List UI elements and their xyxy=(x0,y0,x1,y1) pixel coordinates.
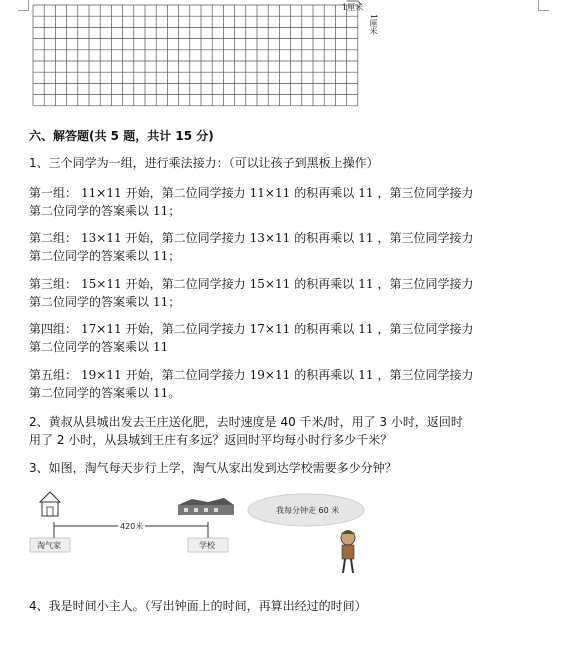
group-label: 第一组： xyxy=(29,186,78,200)
multiply-text: 的积再乘以 xyxy=(294,186,355,200)
group-label: 第三组： xyxy=(29,277,78,291)
answer-multiplier: 11。 xyxy=(153,386,181,400)
q1-group-line-2 xyxy=(29,386,180,400)
section-title: 六、解答题(共 5 题，共计 15 分) xyxy=(29,129,214,143)
multiply-text: 的积再乘以 xyxy=(294,231,355,245)
q2-line-1: 2、黄叔从县城出发去王庄送化肥，去时速度是 40 千米/时，用了 3 小时，返回时 xyxy=(29,415,463,429)
q1-group-line-1 xyxy=(29,186,474,200)
answer-relay-text: 第二位同学的答案乘以 xyxy=(29,204,150,218)
relay-tail: ，第三位同学接力 xyxy=(377,368,474,382)
product-expression: 17×11 xyxy=(249,322,291,336)
q1-group-line-2 xyxy=(29,295,180,309)
start-expression: 15×11 xyxy=(81,277,122,291)
relay-text: 开始，第二位同学接力 xyxy=(125,277,246,291)
multiply-text: 的积再乘以 xyxy=(294,322,355,336)
distance-label: 420米 xyxy=(120,522,144,531)
answer-multiplier: 11； xyxy=(153,204,181,218)
group-label: 第二组： xyxy=(29,231,78,245)
product-expression: 11×11 xyxy=(249,186,291,200)
answer-multiplier: 11； xyxy=(153,295,181,309)
q1-group-line-2 xyxy=(29,340,168,354)
q1-group-line-1 xyxy=(29,231,474,245)
start-expression: 17×11 xyxy=(81,322,122,336)
corner-mark-top-right xyxy=(538,0,549,11)
relay-tail: ，第三位同学接力 xyxy=(377,186,474,200)
q1-group-line-1 xyxy=(29,368,474,382)
q1-stem: 1、三个同学为一组，进行乘法接力：（可以让孩子到黑板上操作） xyxy=(29,156,379,170)
start-expression: 11×11 xyxy=(81,186,122,200)
answer-relay-text: 第二位同学的答案乘以 xyxy=(29,249,150,263)
grid-lines xyxy=(32,0,372,118)
relay-text: 开始，第二位同学接力 xyxy=(125,186,246,200)
relay-tail: ，第三位同学接力 xyxy=(377,231,474,245)
answer-multiplier: 11； xyxy=(153,249,181,263)
q4-stem: 4、我是时间小主人。（写出钟面上的时间，再算出经过的时间） xyxy=(29,599,367,613)
corner-mark-top-left xyxy=(18,0,29,11)
q1-group-line-1 xyxy=(29,277,474,291)
house-icon xyxy=(40,492,60,516)
group-label: 第四组： xyxy=(29,322,78,336)
product-expression: 19×11 xyxy=(249,368,291,382)
answer-relay-text: 第二位同学的答案乘以 xyxy=(29,386,150,400)
answer-relay-text: 第二位同学的答案乘以 xyxy=(29,295,150,309)
q3-stem: 3、如图，淘气每天步行上学，淘气从家出发到达学校需要多少分钟？ xyxy=(29,461,397,475)
multiply-text: 的积再乘以 xyxy=(294,277,355,291)
multiplier: 11 xyxy=(358,368,374,382)
answer-multiplier: 11 xyxy=(153,340,169,354)
unit-label-side: 1厘米 xyxy=(369,14,378,36)
q2-line-2: 用了 2 小时，从县城到王庄有多远？返回时平均每小时行多少千米？ xyxy=(29,433,393,447)
multiplier: 11 xyxy=(358,277,374,291)
relay-text: 开始，第二位同学接力 xyxy=(125,231,246,245)
speech-text: 我每分钟走 60 米 xyxy=(276,506,340,515)
multiplier: 11 xyxy=(358,186,374,200)
product-expression: 13×11 xyxy=(249,231,291,245)
unit-label-top: 1厘米 xyxy=(342,3,364,12)
q1-group-line-2 xyxy=(29,249,180,263)
school-label: 学校 xyxy=(199,541,215,550)
relay-text: 开始，第二位同学接力 xyxy=(125,368,246,382)
multiply-text: 的积再乘以 xyxy=(294,368,355,382)
school-icon xyxy=(178,498,234,515)
relay-tail: ，第三位同学接力 xyxy=(377,322,474,336)
multiplier: 11 xyxy=(358,231,374,245)
answer-relay-text: 第二位同学的答案乘以 xyxy=(29,340,150,354)
grid-paper xyxy=(32,0,372,122)
route-diagram xyxy=(28,488,388,584)
relay-tail: ，第三位同学接力 xyxy=(377,277,474,291)
multiplier: 11 xyxy=(358,322,374,336)
q1-group-line-2 xyxy=(29,204,180,218)
product-expression: 15×11 xyxy=(249,277,291,291)
route-illustration xyxy=(28,488,388,584)
start-expression: 19×11 xyxy=(81,368,122,382)
child-figure xyxy=(341,530,355,573)
start-expression: 13×11 xyxy=(81,231,122,245)
relay-text: 开始，第二位同学接力 xyxy=(125,322,246,336)
home-label: 淘气家 xyxy=(37,541,61,550)
q1-group-line-1 xyxy=(29,322,474,336)
group-label: 第五组： xyxy=(29,368,78,382)
